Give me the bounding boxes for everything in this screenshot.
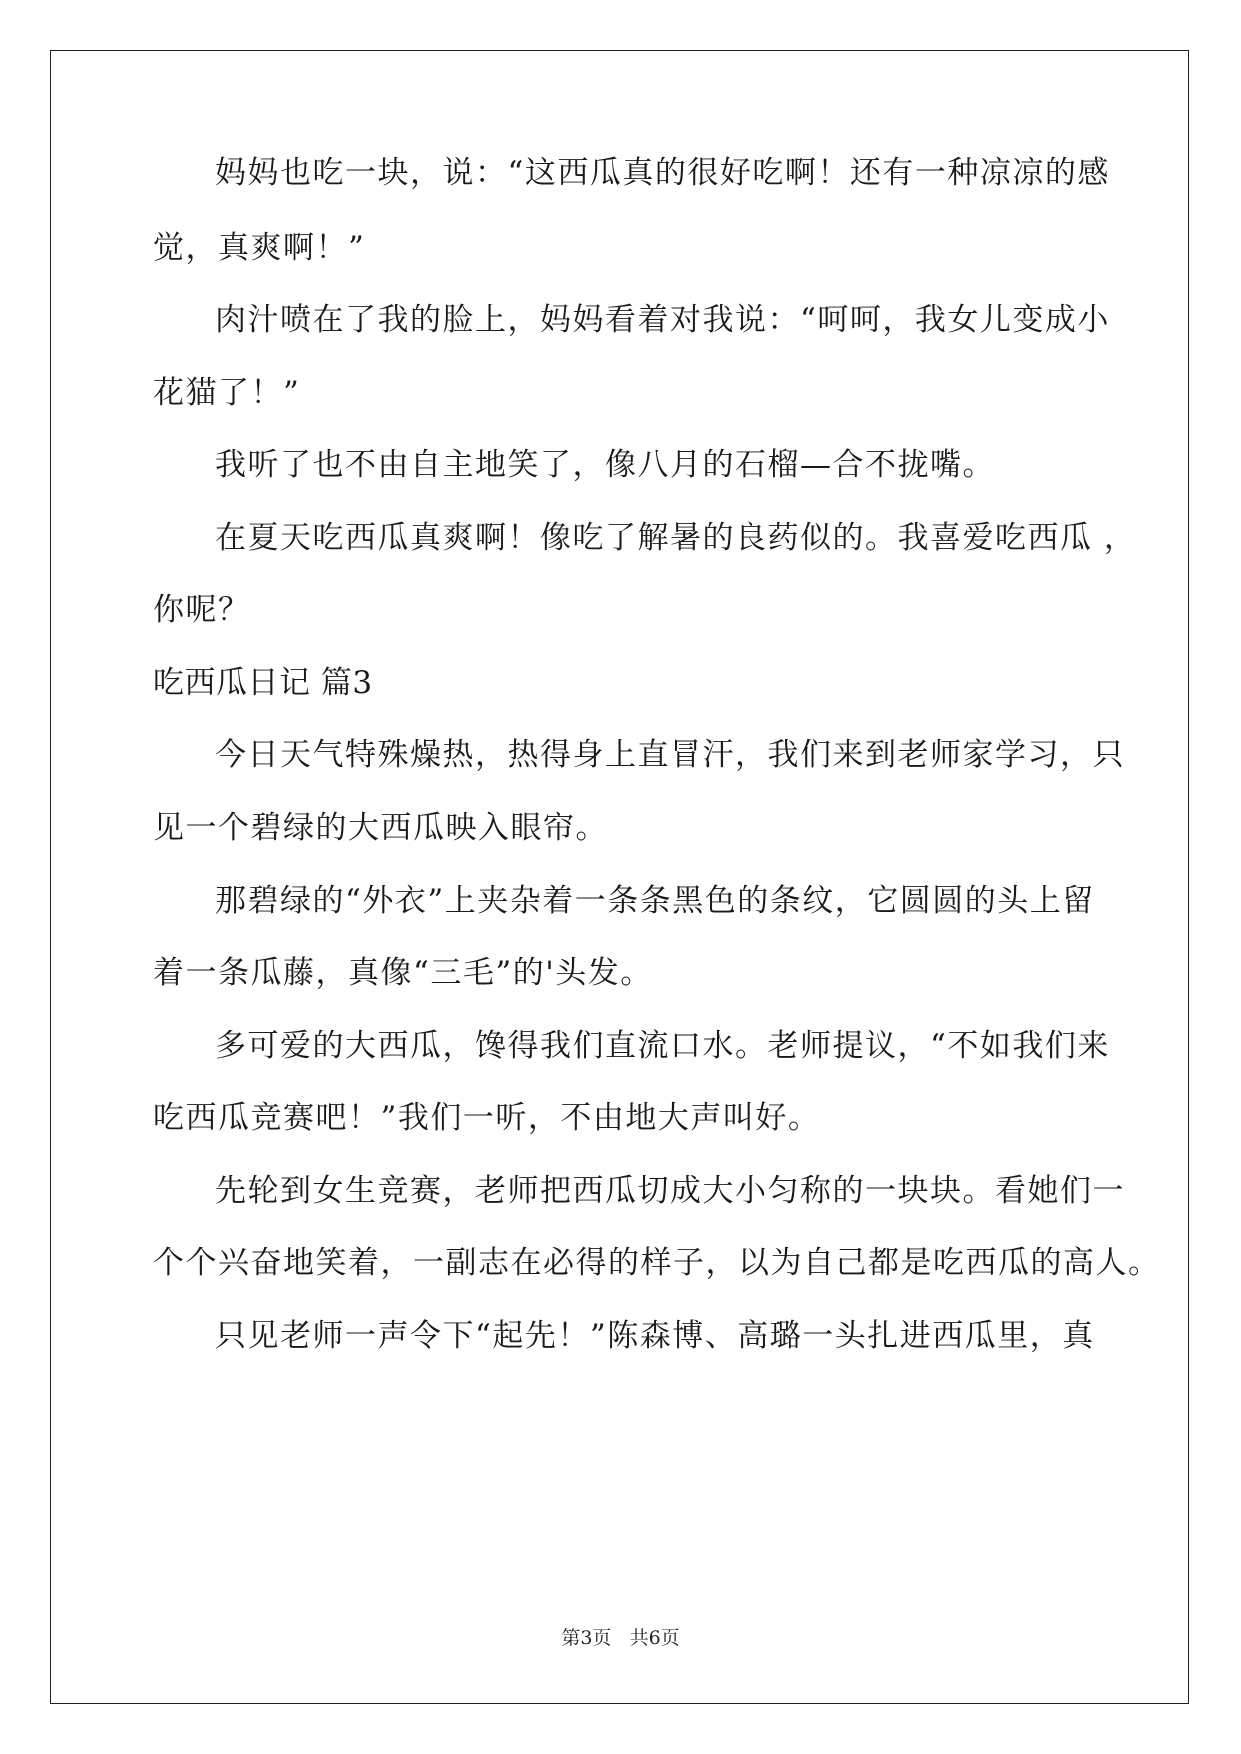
paragraph-line: 吃西瓜竞赛吧！”我们一听，不由地大声叫好。	[153, 1100, 821, 1136]
paragraph-line: 只见老师一声令下“起先！”陈森博、高璐一头扎进西瓜里，真	[215, 1318, 1095, 1354]
paragraph-line: 个个兴奋地笑着，一副志在必得的样子，以为自己都是吃西瓜的高人。	[153, 1245, 1161, 1281]
paragraph-line: 觉，真爽啊！”	[153, 230, 366, 266]
paragraph-line: 我听了也不由自主地笑了，像八月的石榴—合不拢嘴。	[215, 447, 995, 483]
page-total: 共6页	[629, 1627, 680, 1649]
paragraph-line: 那碧绿的“外衣”上夹杂着一条条黑色的条纹，它圆圆的头上留	[215, 883, 1095, 919]
paragraph-line: 先轮到女生竞赛，老师把西瓜切成大小匀称的一块块。看她们一	[215, 1173, 1125, 1209]
paragraph-line: 你呢？	[153, 592, 251, 628]
paragraph-line: 见一个碧绿的大西瓜映入眼帘。	[153, 810, 608, 846]
paragraph-line: 着一条瓜藤，真像“三毛”的'头发。	[153, 955, 653, 991]
section-heading: 吃西瓜日记 篇3	[153, 665, 373, 701]
page-frame	[50, 50, 1189, 1704]
page-footer	[51, 1626, 1190, 1650]
page-number: 第3页	[561, 1627, 612, 1649]
paragraph-line: 在夏天吃西瓜真爽啊！像吃了解暑的良药似的。我喜爱吃西瓜 ，	[215, 520, 1137, 556]
paragraph-line: 多可爱的大西瓜，馋得我们直流口水。老师提议，“不如我们来	[215, 1028, 1110, 1064]
paragraph-line: 肉汁喷在了我的脸上，妈妈看着对我说：“呵呵，我女儿变成小	[215, 302, 1110, 338]
paragraph-line: 今日天气特殊燥热，热得身上直冒汗，我们来到老师家学习，只	[215, 737, 1125, 773]
paragraph-line: 花猫了！”	[153, 375, 301, 411]
paragraph-line: 妈妈也吃一块，说：“这西瓜真的很好吃啊！还有一种凉凉的感	[215, 155, 1110, 191]
